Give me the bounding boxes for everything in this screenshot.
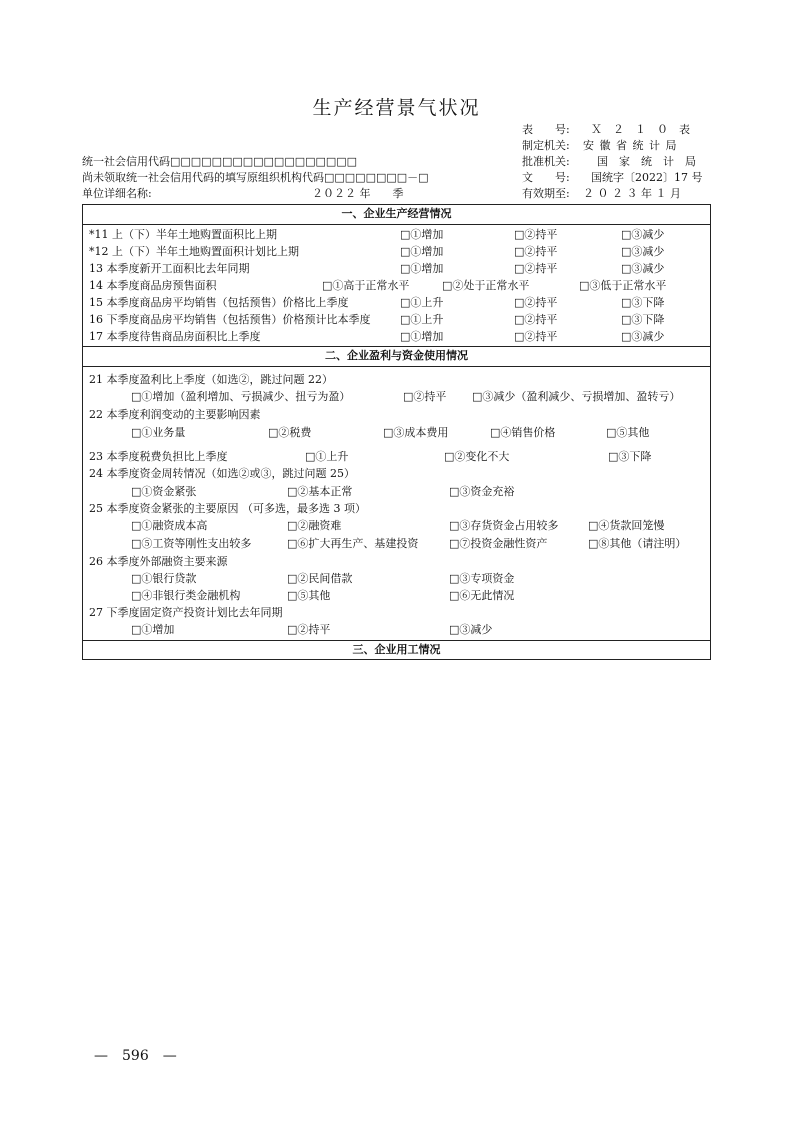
question-26: 26 本季度外部融资主要来源 [89, 555, 228, 568]
question-17: 17 本季度待售商品房面积比上季度 [89, 330, 261, 343]
question-11: *11 上（下）半年土地购置面积比上期 [89, 228, 277, 241]
q25-option-2[interactable]: □②融资难 [287, 519, 342, 532]
q25-option-7[interactable]: □⑦投资金融性资产 [449, 537, 548, 550]
q26-option-1[interactable]: □①银行贷款 [131, 572, 197, 585]
unit-name-field[interactable]: 单位详细名称: [82, 187, 152, 200]
q26-option-3[interactable]: □③专项资金 [449, 572, 515, 585]
q21-option-1[interactable]: □①增加（盈利增加、亏损减少、扭亏为盈） [131, 390, 351, 403]
page-number: — 596 — [94, 1048, 177, 1064]
q12-option-2[interactable]: □②持平 [514, 245, 558, 258]
question-15: 15 本季度商品房平均销售（包括预售）价格比上季度 [89, 296, 349, 309]
q15-option-2[interactable]: □②持平 [514, 296, 558, 309]
q17-option-3[interactable]: □③减少 [621, 330, 665, 343]
q25-option-6[interactable]: □⑥扩大再生产、基建投资 [287, 537, 419, 550]
q21-option-3[interactable]: □③减少（盈利减少、亏损增加、盈转亏） [472, 390, 681, 403]
q12-option-1[interactable]: □①增加 [400, 245, 444, 258]
q25-option-8[interactable]: □⑧其他（请注明） [588, 537, 687, 550]
question-13: 13 本季度新开工面积比去年同期 [89, 262, 250, 275]
q27-option-1[interactable]: □①增加 [131, 623, 175, 636]
question-25: 25 本季度资金紧张的主要原因 （可多选，最多选 3 项） [89, 502, 366, 515]
q26-option-5[interactable]: □⑤其他 [287, 589, 331, 602]
approver-value: 国 家 统 计 局 [597, 155, 696, 168]
q13-option-1[interactable]: □①增加 [400, 262, 444, 275]
q17-option-2[interactable]: □②持平 [514, 330, 558, 343]
table-no-label: 表 号: [522, 123, 570, 136]
q26-option-2[interactable]: □②民间借款 [287, 572, 353, 585]
q23-option-1[interactable]: □①上升 [305, 450, 349, 463]
section-1-title: 一、企业生产经营情况 [341, 207, 452, 220]
section-3-title: 三、企业用工情况 [352, 643, 441, 656]
q25-option-3[interactable]: □③存货资金占用较多 [449, 519, 559, 532]
question-22: 22 本季度利润变动的主要影响因素 [89, 408, 261, 421]
question-21: 21 本季度盈利比上季度（如选②，跳过问题 22） [89, 373, 333, 386]
divider [82, 224, 711, 225]
question-24: 24 本季度资金周转情况（如选②或③，跳过问题 25） [89, 467, 355, 480]
org-code-field[interactable]: 尚未领取统一社会信用代码的填写原组织机构代码□□□□□□□□－□ [82, 171, 429, 184]
q11-option-1[interactable]: □①增加 [400, 228, 444, 241]
table-no-value: Ｘ ２ １ ０ 表 [591, 123, 690, 136]
q23-option-3[interactable]: □③下降 [608, 450, 652, 463]
q16-option-2[interactable]: □②持平 [514, 313, 558, 326]
doc-no-label: 文 号: [522, 171, 570, 184]
q16-option-1[interactable]: □①上升 [400, 313, 444, 326]
question-14: 14 本季度商品房预售面积 [89, 279, 217, 292]
q14-option-1[interactable]: □①高于正常水平 [322, 279, 410, 292]
q26-option-6[interactable]: □⑥无此情况 [449, 589, 515, 602]
valid-until-label: 有效期至: [522, 187, 570, 200]
q15-option-3[interactable]: □③下降 [621, 296, 665, 309]
q13-option-3[interactable]: □③减少 [621, 262, 665, 275]
q13-option-2[interactable]: □②持平 [514, 262, 558, 275]
question-16: 16 下季度商品房平均销售（包括预售）价格预计比本季度 [89, 313, 371, 326]
q12-option-3[interactable]: □③减少 [621, 245, 665, 258]
q22-option-5[interactable]: □⑤其他 [606, 426, 650, 439]
q22-option-2[interactable]: □②税费 [268, 426, 312, 439]
maker-value: 安 徽 省 统 计 局 [583, 139, 678, 152]
q24-option-2[interactable]: □②基本正常 [287, 485, 353, 498]
q21-option-2[interactable]: □②持平 [403, 390, 447, 403]
q15-option-1[interactable]: □①上升 [400, 296, 444, 309]
q24-option-1[interactable]: □①资金紧张 [131, 485, 197, 498]
doc-no-value: 国统字〔2022〕17 号 [591, 171, 703, 184]
approver-label: 批准机关: [522, 155, 570, 168]
q22-option-3[interactable]: □③成本费用 [383, 426, 449, 439]
credit-code-field[interactable]: 统一社会信用代码□□□□□□□□□□□□□□□□□□ [82, 155, 358, 168]
question-12: *12 上（下）半年土地购置面积计划比上期 [89, 245, 299, 258]
q14-option-3[interactable]: □③低于正常水平 [579, 279, 667, 292]
q26-option-4[interactable]: □④非银行类金融机构 [131, 589, 241, 602]
q11-option-3[interactable]: □③减少 [621, 228, 665, 241]
q27-option-3[interactable]: □③减少 [449, 623, 493, 636]
q17-option-1[interactable]: □①增加 [400, 330, 444, 343]
q22-option-1[interactable]: □①业务量 [131, 426, 186, 439]
divider [82, 366, 711, 367]
valid-until-value: ２ ０ ２ ３ 年 １ 月 [583, 187, 681, 200]
question-23: 23 本季度税费负担比上季度 [89, 450, 228, 463]
question-27: 27 下季度固定资产投资计划比去年同期 [89, 606, 283, 619]
period-field[interactable]: ２０２２ 年 季 [312, 187, 404, 200]
q25-option-4[interactable]: □④货款回笼慢 [588, 519, 665, 532]
q14-option-2[interactable]: □②处于正常水平 [442, 279, 530, 292]
q11-option-2[interactable]: □②持平 [514, 228, 558, 241]
page-title: 生产经营景气状况 [312, 97, 481, 119]
q22-option-4[interactable]: □④销售价格 [490, 426, 556, 439]
q25-option-5[interactable]: □⑤工资等刚性支出较多 [131, 537, 252, 550]
q16-option-3[interactable]: □③下降 [621, 313, 665, 326]
maker-label: 制定机关: [522, 139, 570, 152]
q27-option-2[interactable]: □②持平 [287, 623, 331, 636]
q24-option-3[interactable]: □③资金充裕 [449, 485, 515, 498]
divider [82, 346, 711, 347]
divider [82, 640, 711, 641]
q25-option-1[interactable]: □①融资成本高 [131, 519, 208, 532]
section-2-title: 二、企业盈利与资金使用情况 [325, 349, 468, 362]
q23-option-2[interactable]: □②变化不大 [444, 450, 510, 463]
